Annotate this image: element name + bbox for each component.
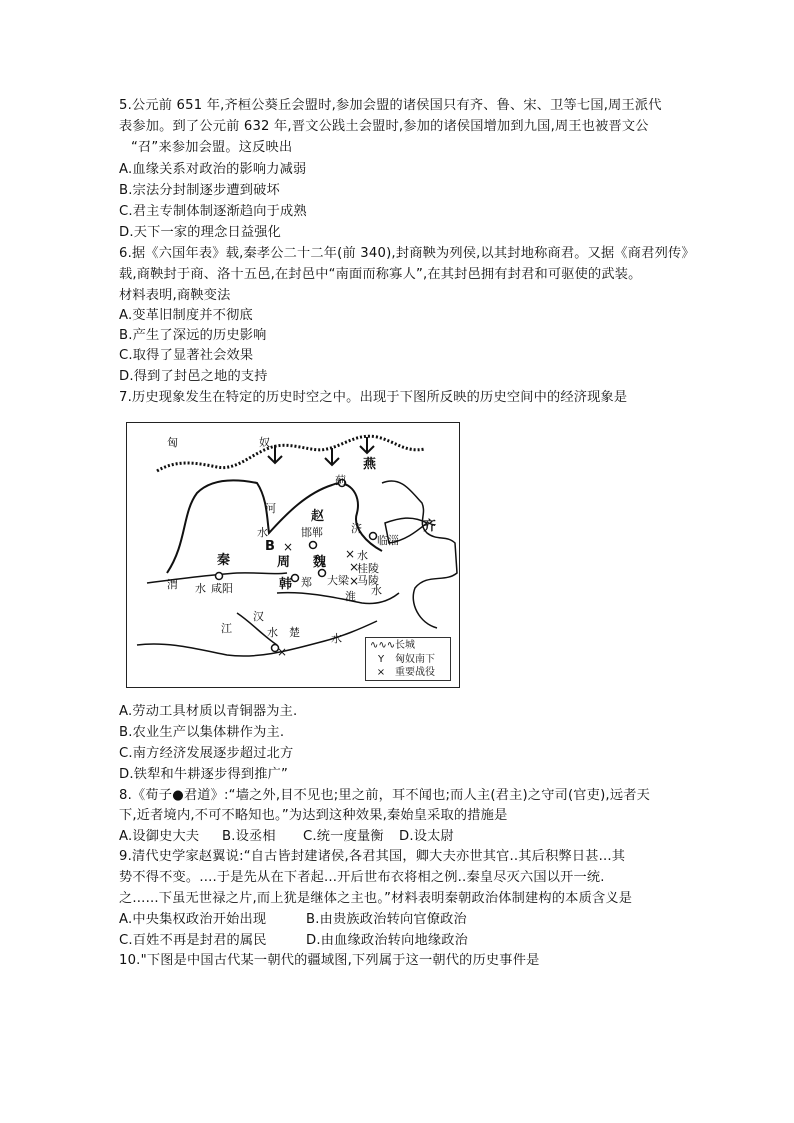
q9-option-a: A.中央集权政治开始出现 xyxy=(119,912,267,927)
q7-option-a: A.劳动工具材质以青铜器为主. xyxy=(119,704,298,719)
q5-option-b: B.宗法分封制逐步遭到破坏 xyxy=(119,183,280,198)
map-label-zhao: 赵 xyxy=(311,509,325,524)
map-label-han: 韩 xyxy=(279,577,293,592)
q5-option-a: A.血缘关系对政治的影响力减弱 xyxy=(119,162,307,177)
q6-option-a: A.变革旧制度并不彻底 xyxy=(119,308,253,323)
q5-stem-line3: “召”来参加会盟。这反映出 xyxy=(131,140,293,155)
map-label-he: 河 xyxy=(265,502,276,515)
legend-row-wall: ∿∿∿长城 xyxy=(370,640,415,651)
svg-text:×: × xyxy=(349,560,360,574)
map-label-daliang: 大梁 xyxy=(327,574,349,587)
legend-row-battle: × 重要战役 xyxy=(370,666,435,679)
q9-option-b: B.由贵族政治转向官僚政治 xyxy=(306,912,467,927)
q9-stem-line1: 9.清代史学家赵翼说:“自古皆封建诸侯,各君其国，卿大夫亦世其官..其后积弊日甚...其 xyxy=(119,849,626,864)
map-label-maling: 马陵 xyxy=(357,574,379,587)
map-label-ji-river: 济 xyxy=(351,522,362,535)
q5-stem-line1: 5.公元前 651 年,齐桓公葵丘会盟时,参加会盟的诸侯国只有齐、鲁、宋、卫等七国,周王派代 xyxy=(119,98,662,113)
q8-stem-line1: 8.《荀子●君道》:“墙之外,目不见也;里之前，耳不闻也;而人主(君主)之守司(官吏),远者天 xyxy=(119,788,650,803)
svg-text:×: × xyxy=(283,540,294,554)
map-label-qin: 秦 xyxy=(217,553,231,568)
map-label-ji: 蓟 xyxy=(335,474,346,487)
q7-stem: 7.历史现象发生在特定的历史时空之中。出现于下图所反映的历史空间中的经济现象是 xyxy=(119,390,628,405)
map-label-zheng: 郑 xyxy=(301,576,312,589)
svg-text:×: × xyxy=(349,574,360,588)
coastline xyxy=(382,481,457,628)
map-label-zhou: 周 xyxy=(277,555,291,570)
map-label-shui-4: 水 xyxy=(371,584,382,597)
arrow-symbol-icon: Y xyxy=(377,654,385,665)
q8-stem-line2: 下,近者境内,不可不略知也。”为达到这种效果,秦始皇采取的措施是 xyxy=(119,808,508,823)
map-legend xyxy=(365,637,451,681)
map-label-b-mark: B xyxy=(265,539,275,554)
q5-stem-line2: 表参加。到了公元前 632 年,晋文公践土会盟时,参加的诸侯国增加到九国,周王也被晋文公 xyxy=(119,119,649,134)
q6-stem-line1: 6.据《六国年表》载,秦孝公二十二年(前 340),封商鞅为列侯,以其封地称商君。又据《商君列传》 xyxy=(119,246,695,261)
map-label-guiling: 桂陵 xyxy=(357,562,379,575)
q9-option-d: D.由血缘政治转向地缘政治 xyxy=(306,933,469,948)
map-label-xianyang: 咸阳 xyxy=(211,582,233,595)
map-label-jiang: 江 xyxy=(221,622,232,635)
q6-stem-line2: 载,商鞅封于商、洛十五邑,在封邑中“南面而称寡人”,在其封邑拥有封君和可驱使的武装。 xyxy=(119,267,642,282)
q5-option-c: C.君主专制体制逐渐趋向于成熟 xyxy=(119,204,307,219)
q5-option-d: D.天下一家的理念日益强化 xyxy=(119,225,282,240)
q8-option-b: B.设丞相 xyxy=(222,829,276,844)
warring-states-map xyxy=(126,422,460,688)
legend-row-xiongnu: Y 匈奴南下 xyxy=(370,653,435,666)
q9-stem-line3: 之......下虽无世禄之片,而上犹是继体之主也。”材料表明秦朝政治体制建构的本质含义是 xyxy=(119,891,633,906)
map-label-huai: 淮 xyxy=(345,590,356,603)
map-label-han-river: 汉 xyxy=(253,610,264,623)
svg-text:×: × xyxy=(345,547,356,561)
map-label-qi: 齐 xyxy=(423,519,437,534)
map-label-xiongnu-1: 匈 xyxy=(167,436,178,449)
q8-option-a: A.设御史大夫 xyxy=(119,829,200,844)
map-label-yan: 燕 xyxy=(363,457,377,472)
map-label-chu: 楚 xyxy=(289,626,300,639)
map-label-shui-6: 水 xyxy=(331,632,342,645)
q7-option-b: B.农业生产以集体耕作为主. xyxy=(119,725,285,740)
q9-option-c: C.百姓不再是封君的属民 xyxy=(119,933,267,948)
xiongnu-arrows xyxy=(268,437,374,465)
q6-option-b: B.产生了深远的历史影响 xyxy=(119,328,267,343)
q8-option-c: C.统一度量衡 xyxy=(303,829,384,844)
q6-stem-line3: 材料表明,商鞅变法 xyxy=(119,288,231,303)
map-label-shui-5: 水 xyxy=(267,626,278,639)
q10-stem: 10."下图是中国古代某一朝代的疆域图,下列属于这一朝代的历史事件是 xyxy=(119,953,540,968)
q7-option-c: C.南方经济发展逐步超过北方 xyxy=(119,746,294,761)
map-label-wei-river: 渭 xyxy=(167,578,178,591)
map-label-shui-3: 水 xyxy=(195,582,206,595)
map-label-handan: 邯郸 xyxy=(301,526,323,539)
q8-option-d: D.设太尉 xyxy=(399,829,454,844)
svg-text:×: × xyxy=(277,645,288,659)
wall-symbol-icon: ∿∿∿ xyxy=(370,640,396,651)
q9-stem-line2: 势不得不变。....于是先从在下者起...开后世布衣将相之例..秦皇尽灭六国以开一统. xyxy=(119,870,605,885)
q7-option-d: D.铁犁和牛耕逐步得到推广” xyxy=(119,767,289,782)
map-label-xiongnu-2: 奴 xyxy=(259,436,270,449)
map-label-shui-2: 水 xyxy=(357,549,368,562)
great-wall-line xyxy=(157,436,425,471)
map-label-shui-1: 水 xyxy=(257,526,268,539)
map-label-linzi: 临淄 xyxy=(377,534,399,547)
map-label-wei: 魏 xyxy=(313,555,327,570)
battle-symbol-icon: × xyxy=(376,667,386,678)
q6-option-d: D.得到了封邑之地的支持 xyxy=(119,369,268,384)
q6-option-c: C.取得了显著社会效果 xyxy=(119,348,254,363)
